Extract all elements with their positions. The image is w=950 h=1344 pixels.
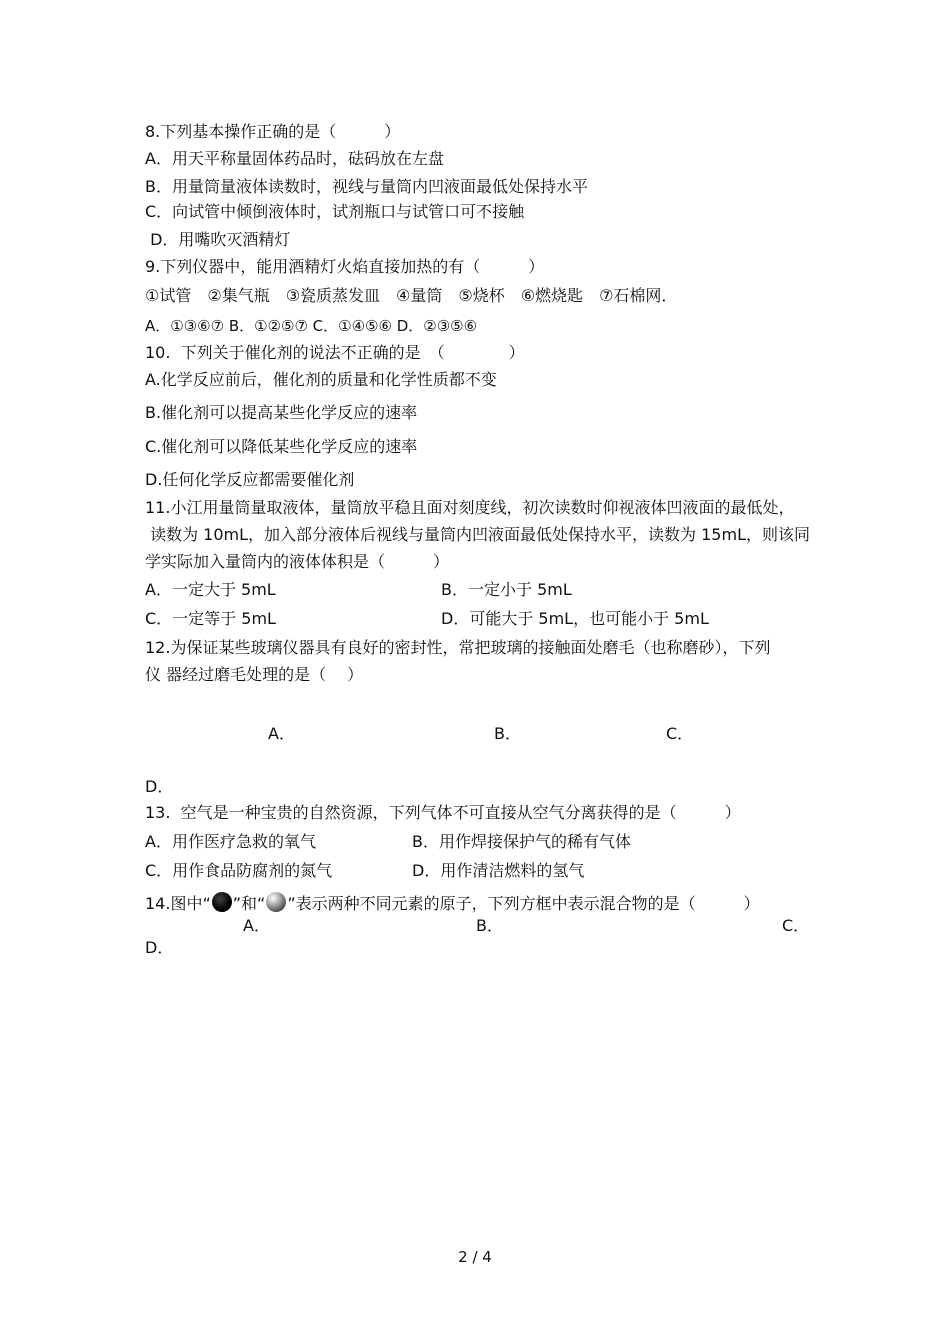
q10-stem: 10. 下列关于催化剂的说法不正确的是 （ ）	[145, 343, 525, 362]
q12-option-a: A．	[268, 724, 295, 743]
q13-option-a: A．用作医疗急救的氧气	[145, 832, 316, 851]
grey-atom-icon	[266, 892, 286, 912]
q14-stem-post: ”表示两种不同元素的原子，下列方框中表示混合物的是（ ）	[287, 894, 760, 913]
q14-stem-mid: ”和“	[232, 894, 266, 913]
q10-option-d: D.任何化学反应都需要催化剂	[145, 470, 355, 489]
q9-options: A．①③⑥⑦ B．①②⑤⑦ C．①④⑤⑥ D．②③⑤⑥	[145, 317, 478, 335]
q13-option-d: D．用作清洁燃料的氢气	[412, 861, 585, 880]
q10-option-c: C.催化剂可以降低某些化学反应的速率	[145, 437, 418, 456]
q12-option-c: C．	[666, 724, 694, 743]
q8-option-d: D．用嘴吹灭酒精灯	[145, 230, 291, 249]
q10-option-b: B.催化剂可以提高某些化学反应的速率	[145, 403, 418, 422]
q14-option-d: D．	[145, 938, 174, 957]
q10-option-a: A.化学反应前后，催化剂的质量和化学性质都不变	[145, 370, 497, 389]
q11-line-1: 11.小江用量筒量取液体，量筒放平稳且面对刻度线，初次读数时仰视液体凹液面的最低处，	[145, 498, 795, 517]
q14-option-b: B．	[476, 916, 503, 935]
q14-option-c: C．	[782, 916, 810, 935]
black-atom-icon	[212, 892, 232, 912]
q11-line-3: 学实际加入量筒内的液体体积是（ ）	[145, 552, 450, 571]
q11-option-b: B．一定小于 5mL	[441, 580, 572, 599]
q11-option-d: D．可能大于 5mL，也可能小于 5mL	[441, 609, 709, 628]
q8-option-a: A．用天平称量固体药品时，砝码放在左盘	[145, 149, 444, 168]
q13-option-b: B．用作焊接保护气的稀有气体	[412, 832, 631, 851]
q13-option-c: C．用作食品防腐剂的氮气	[145, 861, 333, 880]
q13-stem: 13. 空气是一种宝贵的自然资源，下列气体不可直接从空气分离获得的是（ ）	[145, 803, 741, 822]
q11-option-a: A．一定大于 5mL	[145, 580, 276, 599]
q11-line-2: 读数为 10mL，加入部分液体后视线与量筒内凹液面最低处保持水平，读数为 15mL，则该同	[145, 525, 810, 544]
q12-option-b: B．	[494, 724, 521, 743]
q12-option-d: D．	[145, 777, 174, 796]
q14-stem	[145, 892, 760, 914]
q8-option-c: C．向试管中倾倒液体时，试剂瓶口与试管口可不接触	[145, 202, 525, 221]
q14-option-a: A．	[243, 916, 270, 935]
q9-stem: 9.下列仪器中，能用酒精灯火焰直接加热的有（ ）	[145, 257, 545, 276]
q9-items: ①试管 ②集气瓶 ③瓷质蒸发皿 ④量筒 ⑤烧杯 ⑥燃烧匙 ⑦石棉网．	[145, 286, 678, 305]
q14-stem-pre: 14.图中“	[145, 894, 211, 913]
page-number: 2 / 4	[458, 1248, 492, 1266]
q12-line-1: 12.为保证某些玻璃仪器具有良好的密封性，常把玻璃的接触面处磨毛（也称磨砂），下列	[145, 638, 771, 657]
q11-option-c: C．一定等于 5mL	[145, 609, 276, 628]
q8-stem: 8.下列基本操作正确的是（ ）	[145, 122, 401, 141]
q12-line-2: 仪 器经过磨毛处理的是（ ）	[145, 665, 364, 684]
q8-option-b: B．用量筒量液体读数时，视线与量筒内凹液面最低处保持水平	[145, 177, 588, 196]
